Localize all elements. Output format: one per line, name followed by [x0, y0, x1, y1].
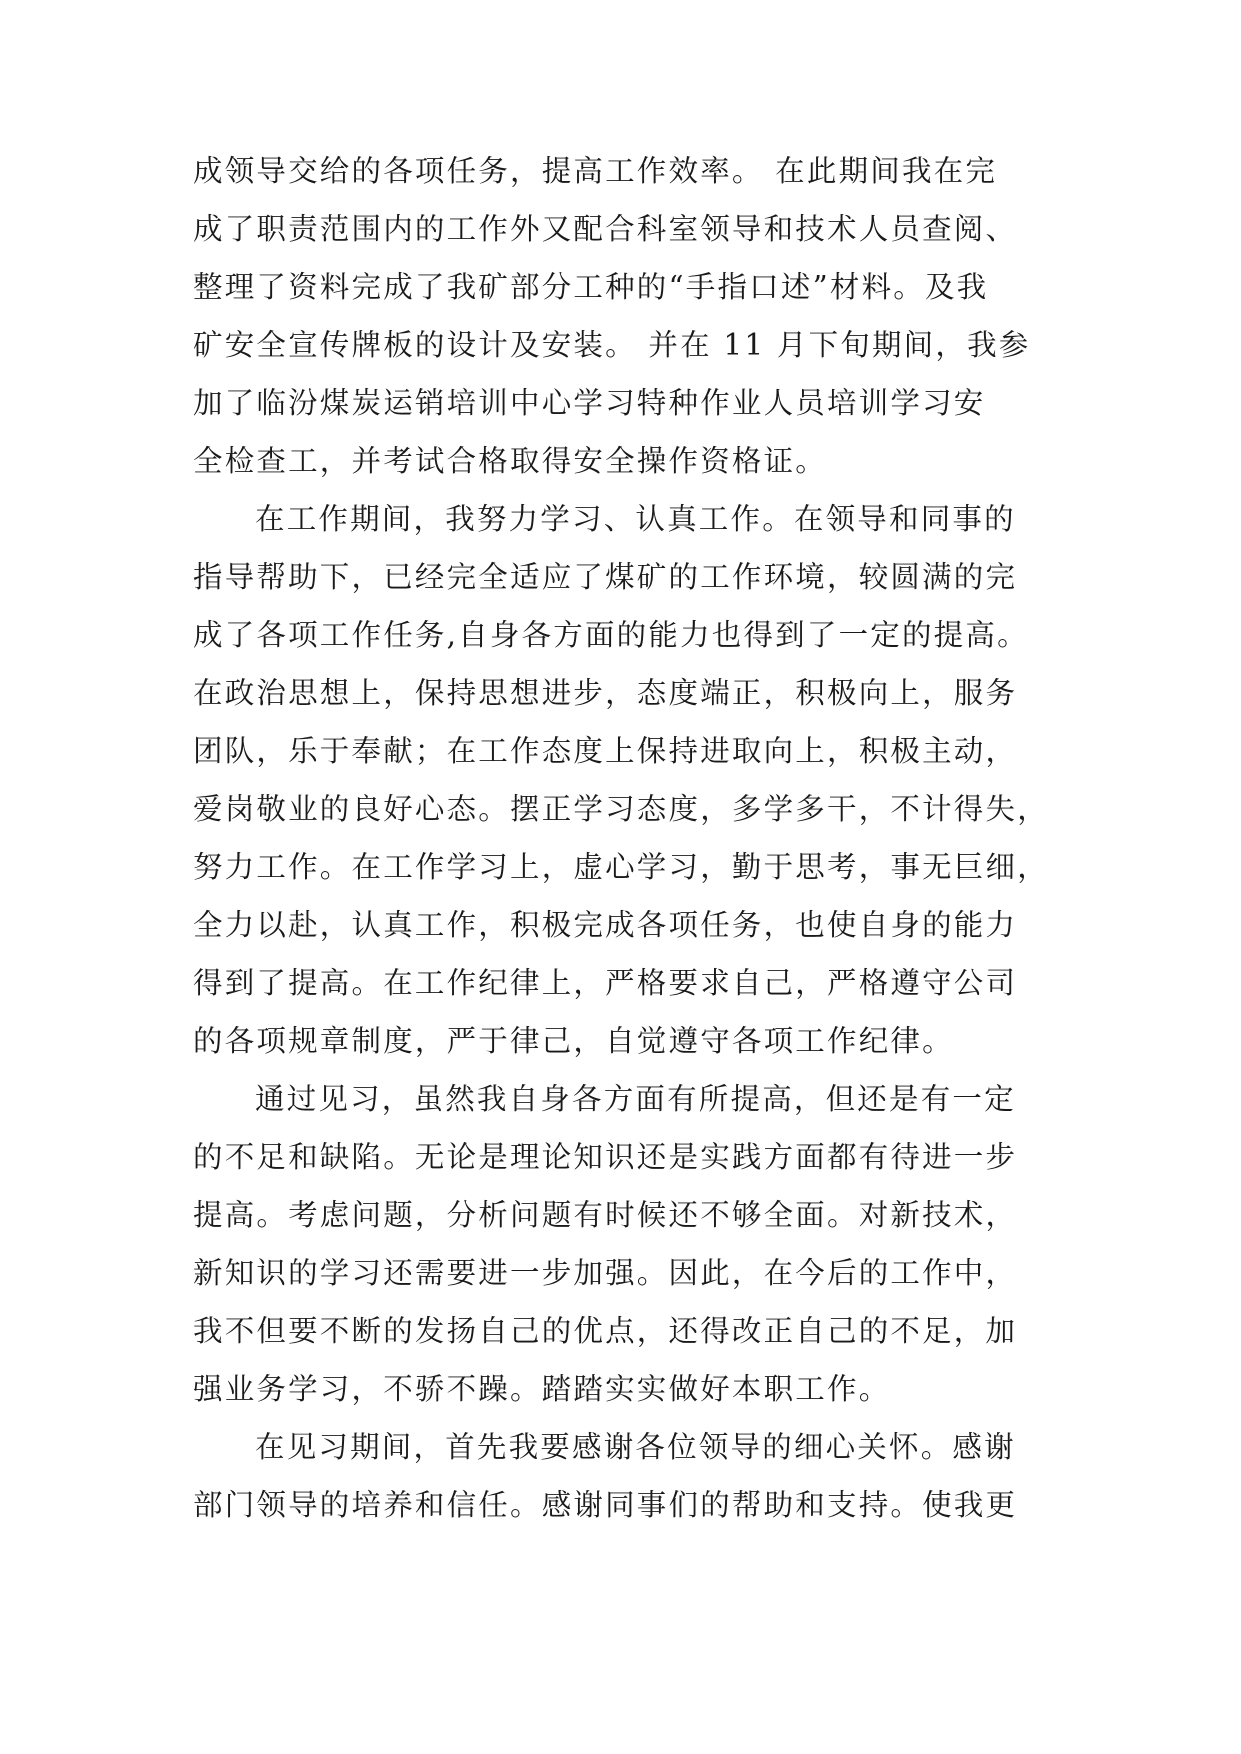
text-line: 矿安全宣传牌板的设计及安装。 并在 11 月下旬期间，我参 [193, 328, 1031, 362]
text-line: 成了职责范围内的工作外又配合科室领导和技术人员查阅、 [193, 212, 1018, 246]
text-line: 整理了资料完成了我矿部分工种的“手指口述”材料。及我 [193, 270, 989, 304]
text-line: 部门领导的培养和信任。感谢同事们的帮助和支持。使我更 [193, 1488, 1018, 1522]
text-line: 新知识的学习还需要进一步加强。因此，在今后的工作中， [193, 1256, 1018, 1290]
text-line: 强业务学习，不骄不躁。踏踏实实做好本职工作。 [193, 1372, 891, 1406]
paragraph-first-line: 通过见习，虽然我自身各方面有所提高，但还是有一定 [255, 1082, 1016, 1116]
text-line: 的不足和缺陷。无论是理论知识还是实践方面都有待进一步 [193, 1140, 1018, 1174]
text-line: 指导帮助下，已经完全适应了煤矿的工作环境，较圆满的完 [193, 560, 1018, 594]
text-line: 努力工作。在工作学习上，虚心学习，勤于思考，事无巨细， [193, 850, 1049, 884]
text-line: 加了临汾煤炭运销培训中心学习特种作业人员培训学习安 [193, 386, 986, 420]
text-line: 成领导交给的各项任务，提高工作效率。 在此期间我在完 [193, 154, 998, 188]
text-line: 团队，乐于奉献；在工作态度上保持进取向上，积极主动， [193, 734, 1018, 768]
text-line: 提高。考虑问题，分析问题有时候还不够全面。对新技术， [193, 1198, 1018, 1232]
text-line: 成了各项工作任务,自身各方面的能力也得到了一定的提高。 [193, 618, 1029, 652]
text-line: 全检查工，并考试合格取得安全操作资格证。 [193, 444, 828, 478]
text-line: 的各项规章制度，严于律己，自觉遵守各项工作纪律。 [193, 1024, 954, 1058]
paragraph-first-line: 在工作期间，我努力学习、认真工作。在领导和同事的 [255, 502, 1016, 536]
text-line: 我不但要不断的发扬自己的优点，还得改正自己的不足，加 [193, 1314, 1018, 1348]
text-line: 全力以赴，认真工作，积极完成各项任务，也使自身的能力 [193, 908, 1018, 942]
text-line: 在政治思想上，保持思想进步，态度端正，积极向上，服务 [193, 676, 1018, 710]
text-line: 爱岗敬业的良好心态。摆正学习态度，多学多干，不计得失， [193, 792, 1049, 826]
paragraph-first-line: 在见习期间，首先我要感谢各位领导的细心关怀。感谢 [255, 1430, 1016, 1464]
text-line: 得到了提高。在工作纪律上，严格要求自己，严格遵守公司 [193, 966, 1018, 1000]
